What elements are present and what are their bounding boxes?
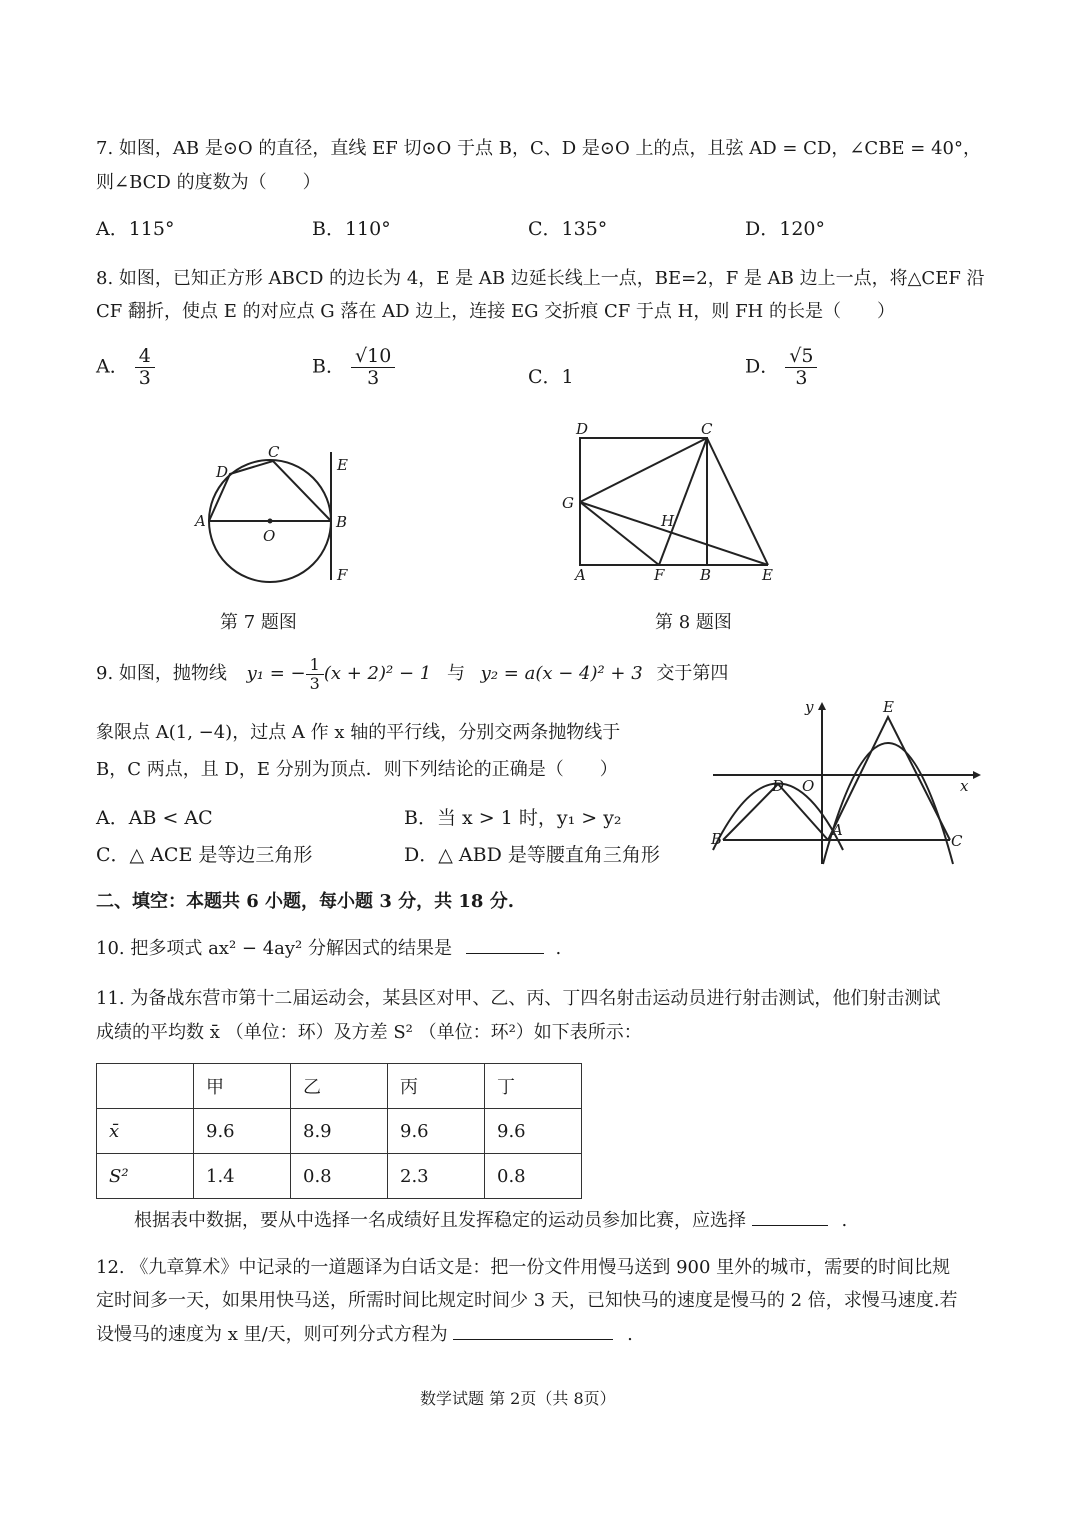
q12-line1: 12. 《九章算术》中记录的一道题译为白话文是：把一份文件用慢马送到 900 里外的城市，需要的时间比规 xyxy=(96,1257,951,1278)
fig7-caption: 第 7 题图 xyxy=(220,612,297,633)
q8-a-den: 3 xyxy=(138,366,151,389)
q8-d-num: √5 xyxy=(785,346,817,368)
table-cell: x̄ xyxy=(97,1109,194,1154)
q12-line3: 设慢马的速度为 x 里/天，则可列分式方程为 . xyxy=(96,1324,633,1345)
fig8-label-b: B xyxy=(700,566,712,584)
q10-answer-blank[interactable] xyxy=(466,953,544,954)
figure-7 xyxy=(180,430,380,600)
q7-line1: 7. 如图，AB 是⊙O 的直径，直线 EF 切⊙O 于点 B，C、D 是⊙O 上的点，且弦 AD = CD，∠CBE = 40°， xyxy=(96,138,982,159)
table-header-cell: 乙 xyxy=(291,1064,388,1109)
q9-line1: 9. 如图，抛物线 y₁ = − $\frac{1}{3}$ (x + 2)² − 1 与 y₂ = a(x − 4)² + 3 交于第四 xyxy=(96,655,729,693)
q9-option-a: A．AB < AC xyxy=(96,807,213,829)
table-row xyxy=(97,1154,582,1199)
q9-option-d: D．△ ABD 是等腰直角三角形 xyxy=(404,844,660,866)
table-cell: 8.9 xyxy=(291,1109,388,1154)
q11-after-line: 根据表中数据，要从中选择一名成绩好且发挥稳定的运动员参加比赛，应选择 . xyxy=(134,1210,848,1231)
q7-option-b: B．110° xyxy=(312,218,391,240)
fig8-label-c: C xyxy=(701,420,713,438)
fig9-label-c: C xyxy=(951,832,963,850)
fig8-label-d: D xyxy=(576,420,589,438)
fig9-label-x: x xyxy=(960,777,969,795)
fig8-label-a: A xyxy=(575,566,586,584)
q8-a-num: 4 xyxy=(135,346,155,368)
q9-line3: B，C 两点，且 D，E 分别为顶点．则下列结论的正确是（ ） xyxy=(96,759,618,780)
q8-d-den: 3 xyxy=(795,366,808,389)
q9-option-b: B．当 x > 1 时，y₁ > y₂ xyxy=(404,807,622,829)
fig8-square xyxy=(580,438,707,565)
table-header-cell: 丁 xyxy=(485,1064,582,1109)
q7-option-c: C．135° xyxy=(528,218,608,240)
q12-answer-blank[interactable] xyxy=(453,1339,613,1340)
fig9-triangle-ace xyxy=(828,717,950,840)
fig8-gf xyxy=(580,502,659,565)
fig9-label-d: D xyxy=(772,777,785,795)
figure-9 xyxy=(705,692,995,872)
fig8-label-h: H xyxy=(661,512,675,530)
fig8-label-f: F xyxy=(654,566,665,584)
q8-option-a: A． $\frac{4}{3}$ xyxy=(96,346,155,389)
fig9-label-a: A xyxy=(832,821,843,839)
q8-option-b: B． $\frac{√10}{3}$ xyxy=(312,346,395,389)
q9-option-c: C．△ ACE 是等边三角形 xyxy=(96,844,313,866)
q11-answer-blank[interactable] xyxy=(752,1225,828,1226)
q7-option-a: A．115° xyxy=(96,218,175,240)
fig7-label-c: C xyxy=(268,443,280,461)
q8-option-c: C．1 xyxy=(528,366,574,388)
q8-b-num: √10 xyxy=(351,346,395,368)
fig7-label-f: F xyxy=(337,566,348,584)
q12-line2: 定时间多一天，如果用快马送，所需时间比规定时间少 3 天，已知快马的速度是慢马的 2 倍，求慢马速度.若 xyxy=(96,1290,958,1311)
fig9-label-o: O xyxy=(802,777,815,795)
fig7-label-a: A xyxy=(195,512,206,530)
q11-line2: 成绩的平均数 x̄ （单位：环）及方差 S² （单位：环²）如下表所示： xyxy=(96,1022,642,1043)
fig7-label-e: E xyxy=(337,456,348,474)
fig9-y-arrow xyxy=(818,702,826,710)
fig7-label-d: D xyxy=(216,463,229,481)
fig8-ce xyxy=(707,438,768,565)
q9-line2: 象限点 A(1, −4)，过点 A 作 x 轴的平行线，分别交两条抛物线于 xyxy=(96,722,621,743)
fig7-label-o: O xyxy=(263,527,276,545)
fig7-label-b: B xyxy=(336,513,348,531)
fig8-label-e: E xyxy=(762,566,773,584)
table-cell: 0.8 xyxy=(485,1154,582,1199)
q8-b-den: 3 xyxy=(367,366,380,389)
fig7-center-dot xyxy=(268,519,273,524)
fig8-caption: 第 8 题图 xyxy=(655,612,732,633)
q8-line2: CF 翻折，使点 E 的对应点 G 落在 AD 边上，连接 EG 交折痕 CF 于点 H，则 FH 的长是（ ） xyxy=(96,301,895,322)
table-cell: 9.6 xyxy=(388,1109,485,1154)
table-cell: 9.6 xyxy=(485,1109,582,1154)
table-header-cell: 甲 xyxy=(194,1064,291,1109)
fig9-label-y: y xyxy=(805,698,814,716)
page-footer: 数学试题 第 2页（共 8页） xyxy=(420,1389,616,1408)
fig9-x-arrow xyxy=(973,771,981,779)
table-cell: 9.6 xyxy=(194,1109,291,1154)
q8-option-d: D． $\frac{√5}{3}$ xyxy=(745,346,817,389)
figure-8 xyxy=(555,418,785,588)
fig8-cf xyxy=(659,438,707,565)
table-row xyxy=(97,1109,582,1154)
q7-line2: 则∠BCD 的度数为（ ） xyxy=(96,172,321,193)
table-header-row xyxy=(97,1064,582,1109)
table-header-cell xyxy=(97,1064,194,1109)
q8-line1: 8. 如图，已知正方形 ABCD 的边长为 4，E 是 AB 边延长线上一点，BE=2，F 是 AB 边上一点，将△CEF 沿 xyxy=(96,268,985,289)
q10-line: 10. 把多项式 ax² − 4ay² 分解因式的结果是 . xyxy=(96,938,562,959)
table-cell: 1.4 xyxy=(194,1154,291,1199)
fig9-label-e: E xyxy=(883,698,894,716)
q11-score-table xyxy=(96,1063,582,1199)
fig9-label-b: B xyxy=(711,830,723,848)
fig8-cg xyxy=(580,438,707,502)
q7-option-d: D．120° xyxy=(745,218,825,240)
q11-line1: 11. 为备战东营市第十二届运动会，某县区对甲、乙、丙、丁四名射击运动员进行射击测试，他们射击测试 xyxy=(96,988,941,1009)
table-cell: 2.3 xyxy=(388,1154,485,1199)
fig9-parabola-2 xyxy=(823,743,953,864)
table-header-cell: 丙 xyxy=(388,1064,485,1109)
table-cell: S² xyxy=(97,1154,194,1199)
fig8-label-g: G xyxy=(562,494,574,512)
section-2-title: 二、填空：本题共 6 小题，每小题 3 分，共 18 分. xyxy=(96,891,514,912)
table-cell: 0.8 xyxy=(291,1154,388,1199)
